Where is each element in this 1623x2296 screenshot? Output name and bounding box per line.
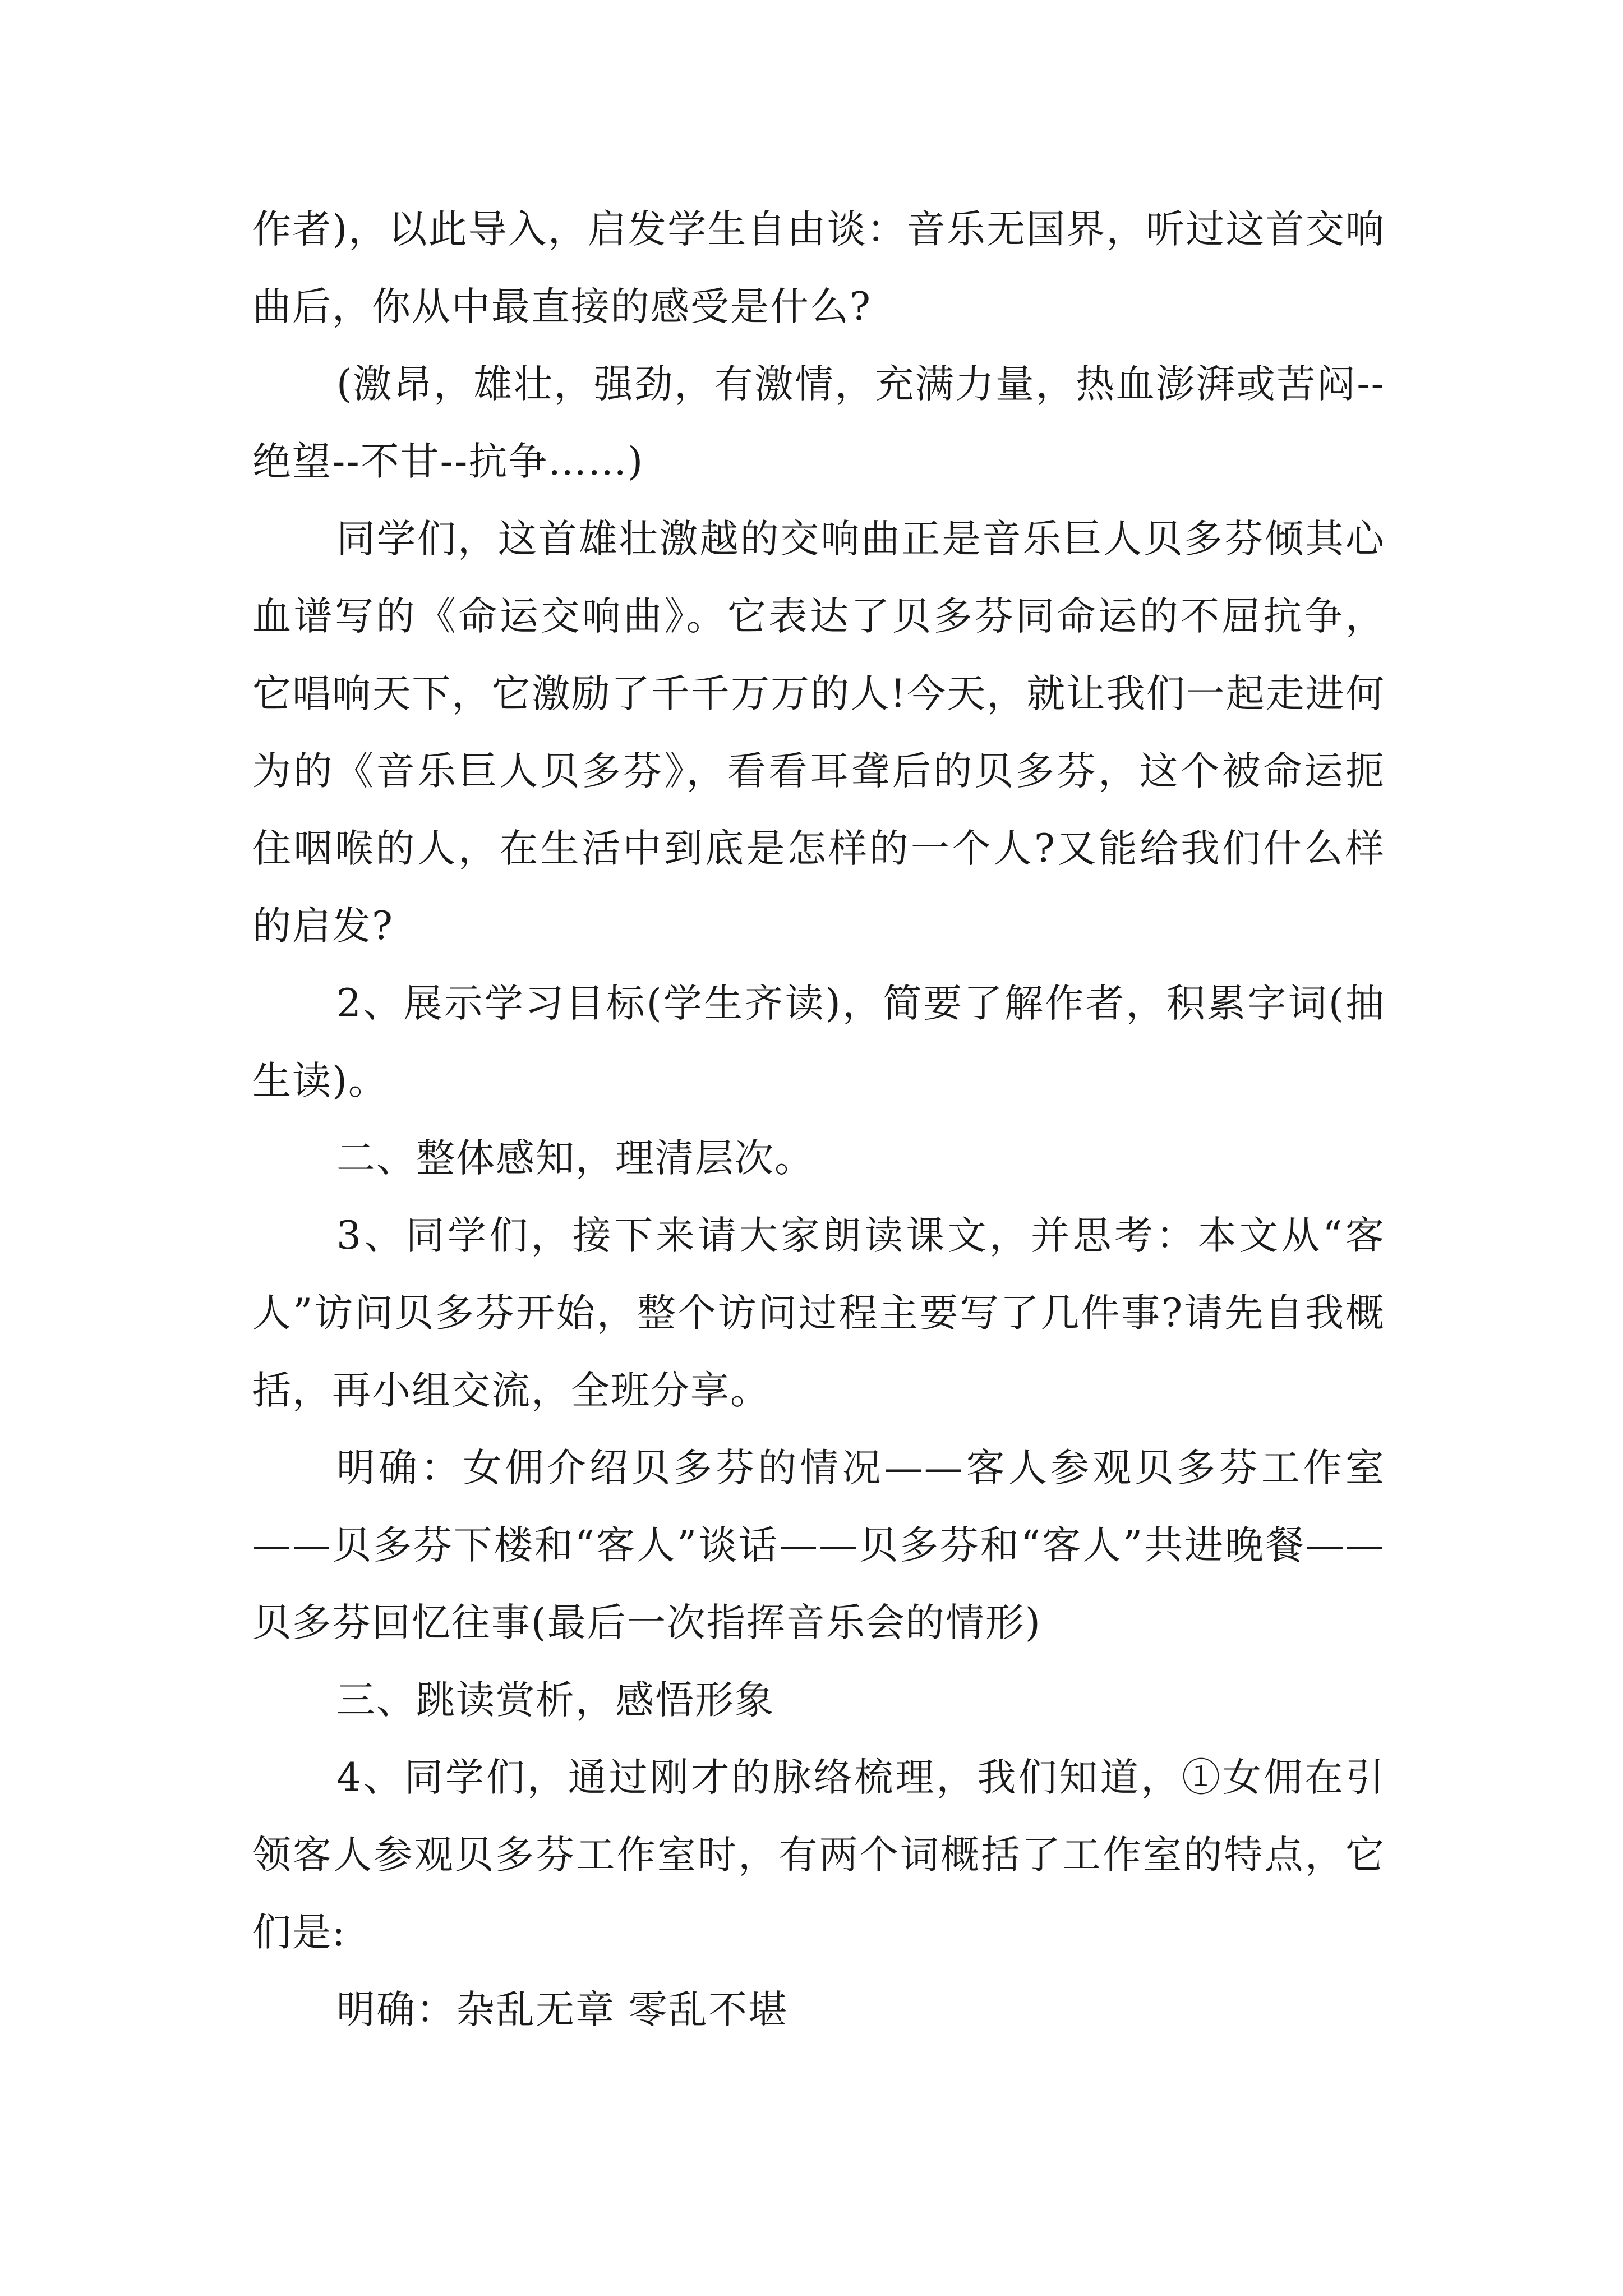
paragraph: (激昂，雄壮，强劲，有激情，充满力量，热血澎湃或苦闷--绝望--不甘--抗争……) [252, 362, 1385, 484]
paragraph: 明确：杂乱无章 零乱不堪 [336, 1987, 788, 2032]
paragraph: 明确：女佣介绍贝多芬的情况——客人参观贝多芬工作室——贝多芬下楼和“客人”谈话——贝多芬和“客人”共进晚餐——贝多芬回忆往事(最后一次指挥音乐会的情形) [252, 1446, 1385, 1645]
paragraph: 4、同学们，通过刚才的脉络梳理，我们知道，①女佣在引领客人参观贝多芬工作室时，有两个词概括了工作室的特点，它们是: [252, 1755, 1385, 1955]
section-heading: 二、整体感知，理清层次。 [336, 1136, 814, 1181]
document-body [252, 191, 1385, 2049]
paragraph: 2、展示学习目标(学生齐读)，简要了解作者，积累字词(抽生读)。 [252, 981, 1385, 1103]
paragraph: 同学们，这首雄壮激越的交响曲正是音乐巨人贝多芬倾其心血谱写的《命运交响曲》。它表达了贝多芬同命运的不屈抗争，它唱响天下，它激励了千千万万的人!今天，就让我们一起走进何为的《音乐巨人贝多芬》，看看耳聋后的贝多芬，这个被命运扼住咽喉的人，在生活中到底是怎样的一个人?又能给我们什么样的启发? [252, 517, 1385, 949]
paragraph: 作者)，以此导入，启发学生自由谈：音乐无国界，听过这首交响曲后，你从中最直接的感受是什么? [252, 207, 1385, 329]
section-heading: 三、跳读赏析，感悟形象 [336, 1678, 774, 1723]
paragraph: 3、同学们，接下来请大家朗读课文，并思考：本文从“客人”访问贝多芬开始，整个访问过程主要写了几件事?请先自我概括，再小组交流，全班分享。 [252, 1213, 1385, 1413]
